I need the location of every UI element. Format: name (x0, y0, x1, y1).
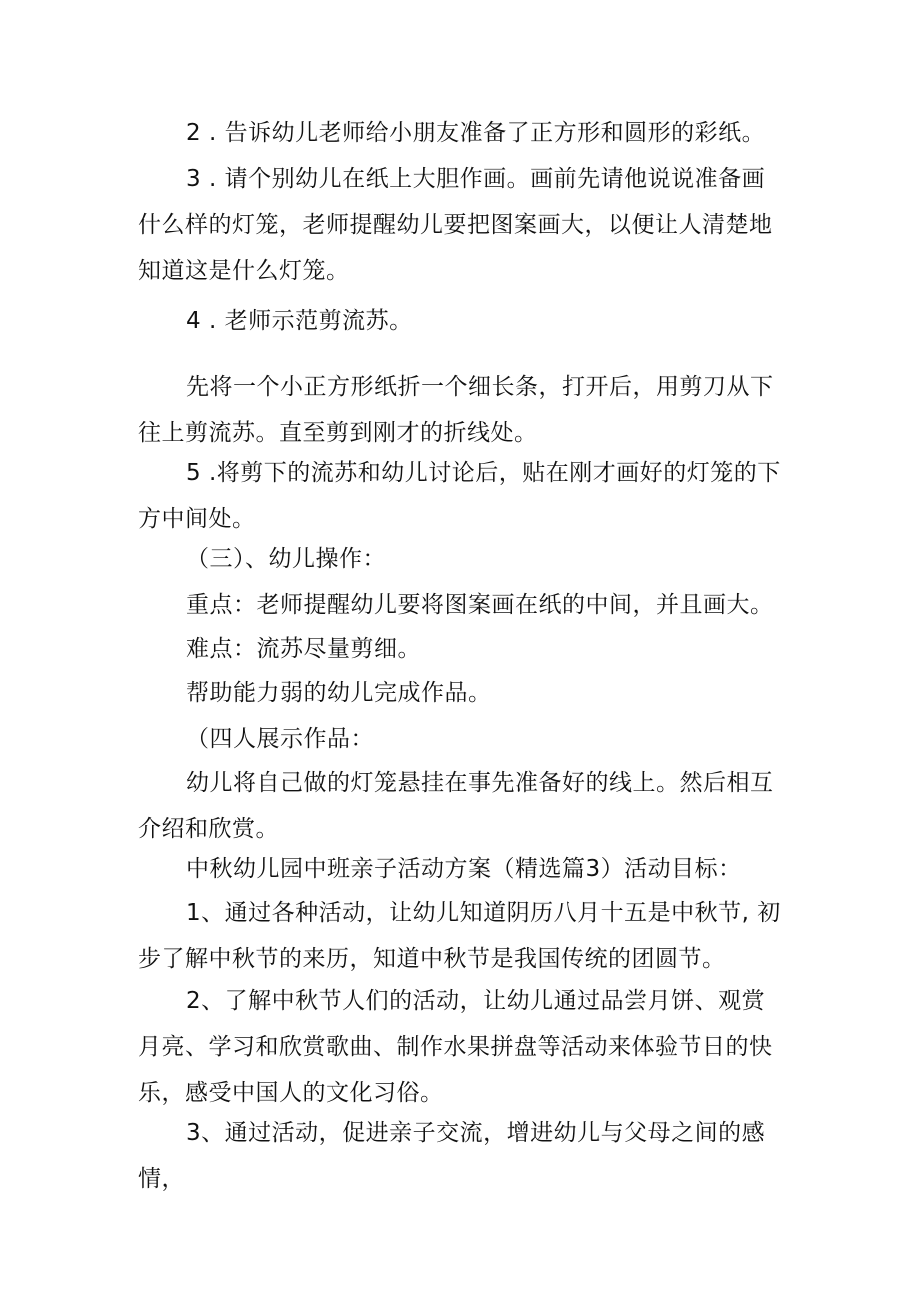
section-heading-plan-3: 中秋幼儿园中班亲子活动方案（精选篇3）活动目标： (186, 856, 742, 882)
paragraph-help: 帮助能力弱的幼儿完成作品。 (186, 680, 492, 706)
paragraph-goal-1: 1、通过各种活动，让幼儿知道阴历八月十五是中秋节, 初步了解中秋节的来历，知道中秋节是我国传统的团圆节。 (138, 900, 781, 972)
paragraph-fringe-method: 先将一个小正方形纸折一个细长条，打开后，用剪刀从下往上剪流苏。直至剪到刚才的折线处。 (138, 374, 774, 446)
paragraph-difficulty: 难点：流苏尽量剪细。 (186, 636, 421, 662)
paragraph-step-4: 4 . 老师示范剪流苏。 (186, 308, 413, 334)
section-heading-child-operation: （三）、幼儿操作： (186, 546, 386, 572)
paragraph-step-3: 3 . 请个别幼儿在纸上大胆作画。画前先请他说说准备画什么样的灯笼，老师提醒幼儿要把图案画大，以便让人清楚地知道这是什么灯笼。 (138, 166, 773, 284)
paragraph-step-2: 2 . 告诉幼儿老师给小朋友准备了正方形和圆形的彩纸。 (186, 120, 766, 146)
paragraph-step-5: 5 .将剪下的流苏和幼儿讨论后，贴在刚才画好的灯笼的下方中间处。 (138, 460, 781, 532)
paragraph-goal-3: 3、通过活动，促进亲子交流，增进幼儿与父母之间的感情， (138, 1120, 766, 1192)
section-heading-display: （四人展示作品： (186, 726, 374, 752)
paragraph-goal-2: 2、了解中秋节人们的活动，让幼儿通过品尝月饼、观赏月亮、学习和欣赏歌曲、制作水果拼盘等活动来体验节日的快乐，感受中国人的文化习俗。 (138, 988, 773, 1106)
paragraph-key-point: 重点：老师提醒幼儿要将图案画在纸的中间，并且画大。 (186, 592, 774, 618)
paragraph-display-detail: 幼儿将自己做的灯笼悬挂在事先准备好的线上。然后相互介绍和欣赏。 (138, 770, 774, 842)
